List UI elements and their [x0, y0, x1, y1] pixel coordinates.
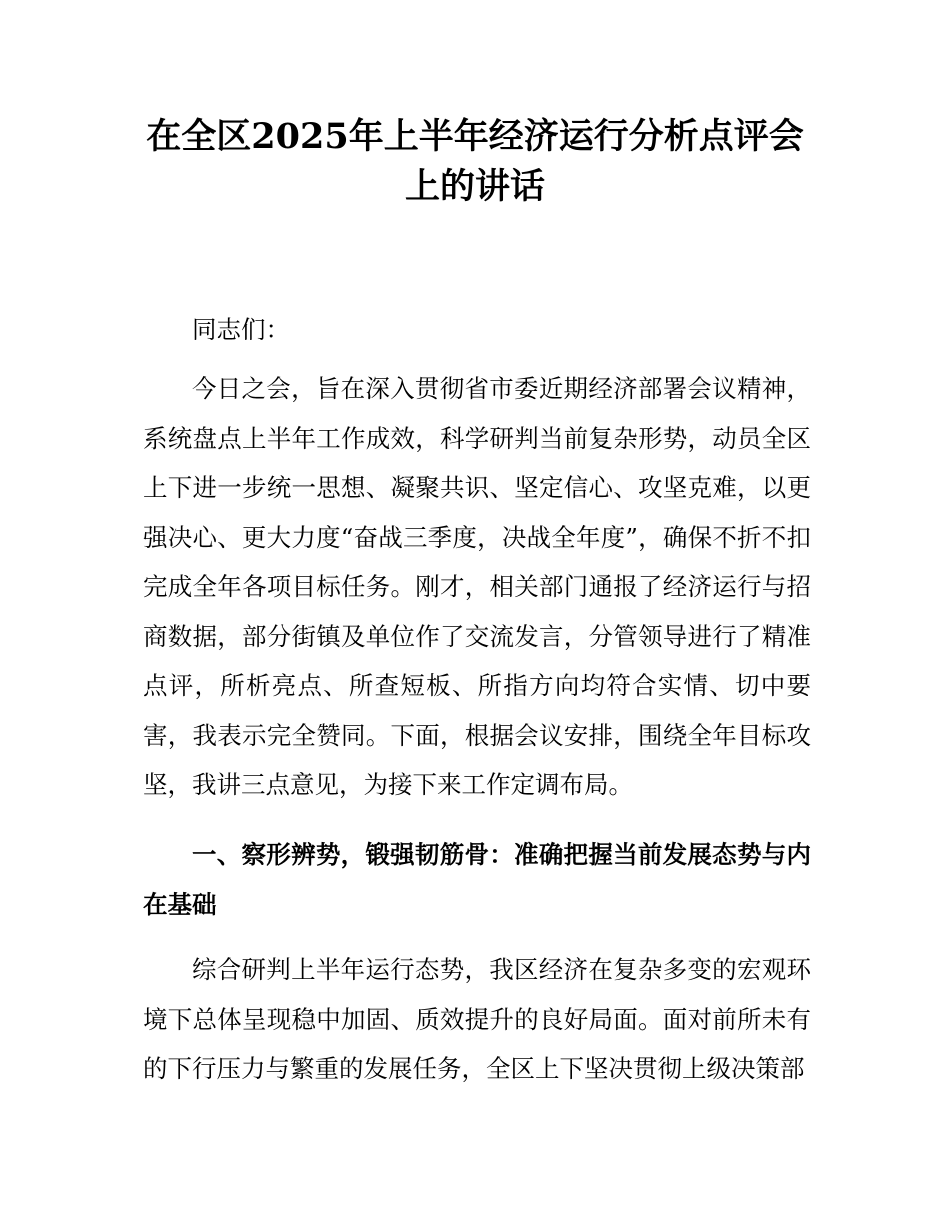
section-heading-1: 一、察形辨势，锻强韧筋骨：准确把握当前发展态势与内在基础 [143, 840, 811, 919]
document-title: 在全区2025年上半年经济运行分析点评会上的讲话 [146, 116, 804, 207]
paragraph-intro: 今日之会，旨在深入贯彻省市委近期经济部署会议精神，系统盘点上半年工作成效，科学研判当前复杂形势，动员全区上下进一步统一思想、凝聚共识、坚定信心、攻坚克难，以更强决心、更大力度“奋战三季度，决战全年度”，确保不折不扣完成全年各项目标任务。刚才，相关部门通报了经济运行与招商数据，部分街镇及单位作了交流发言，分管领导进行了精准点评，所析亮点、所查短板、所指方向均符合实情、切中要害，我表示完全赞同。下面，根据会议安排，围绕全年目标攻坚，我讲三点意见，为接下来工作定调布局。 [143, 374, 811, 799]
paragraph-section-1: 综合研判上半年运行态势，我区经济在复杂多变的宏观环境下总体呈现稳中加固、质效提升的良好局面。面对前所未有的下行压力与繁重的发展任务，全区上下坚决贯彻上级决策部 [143, 955, 811, 1083]
salutation: 同志们： [192, 315, 290, 344]
